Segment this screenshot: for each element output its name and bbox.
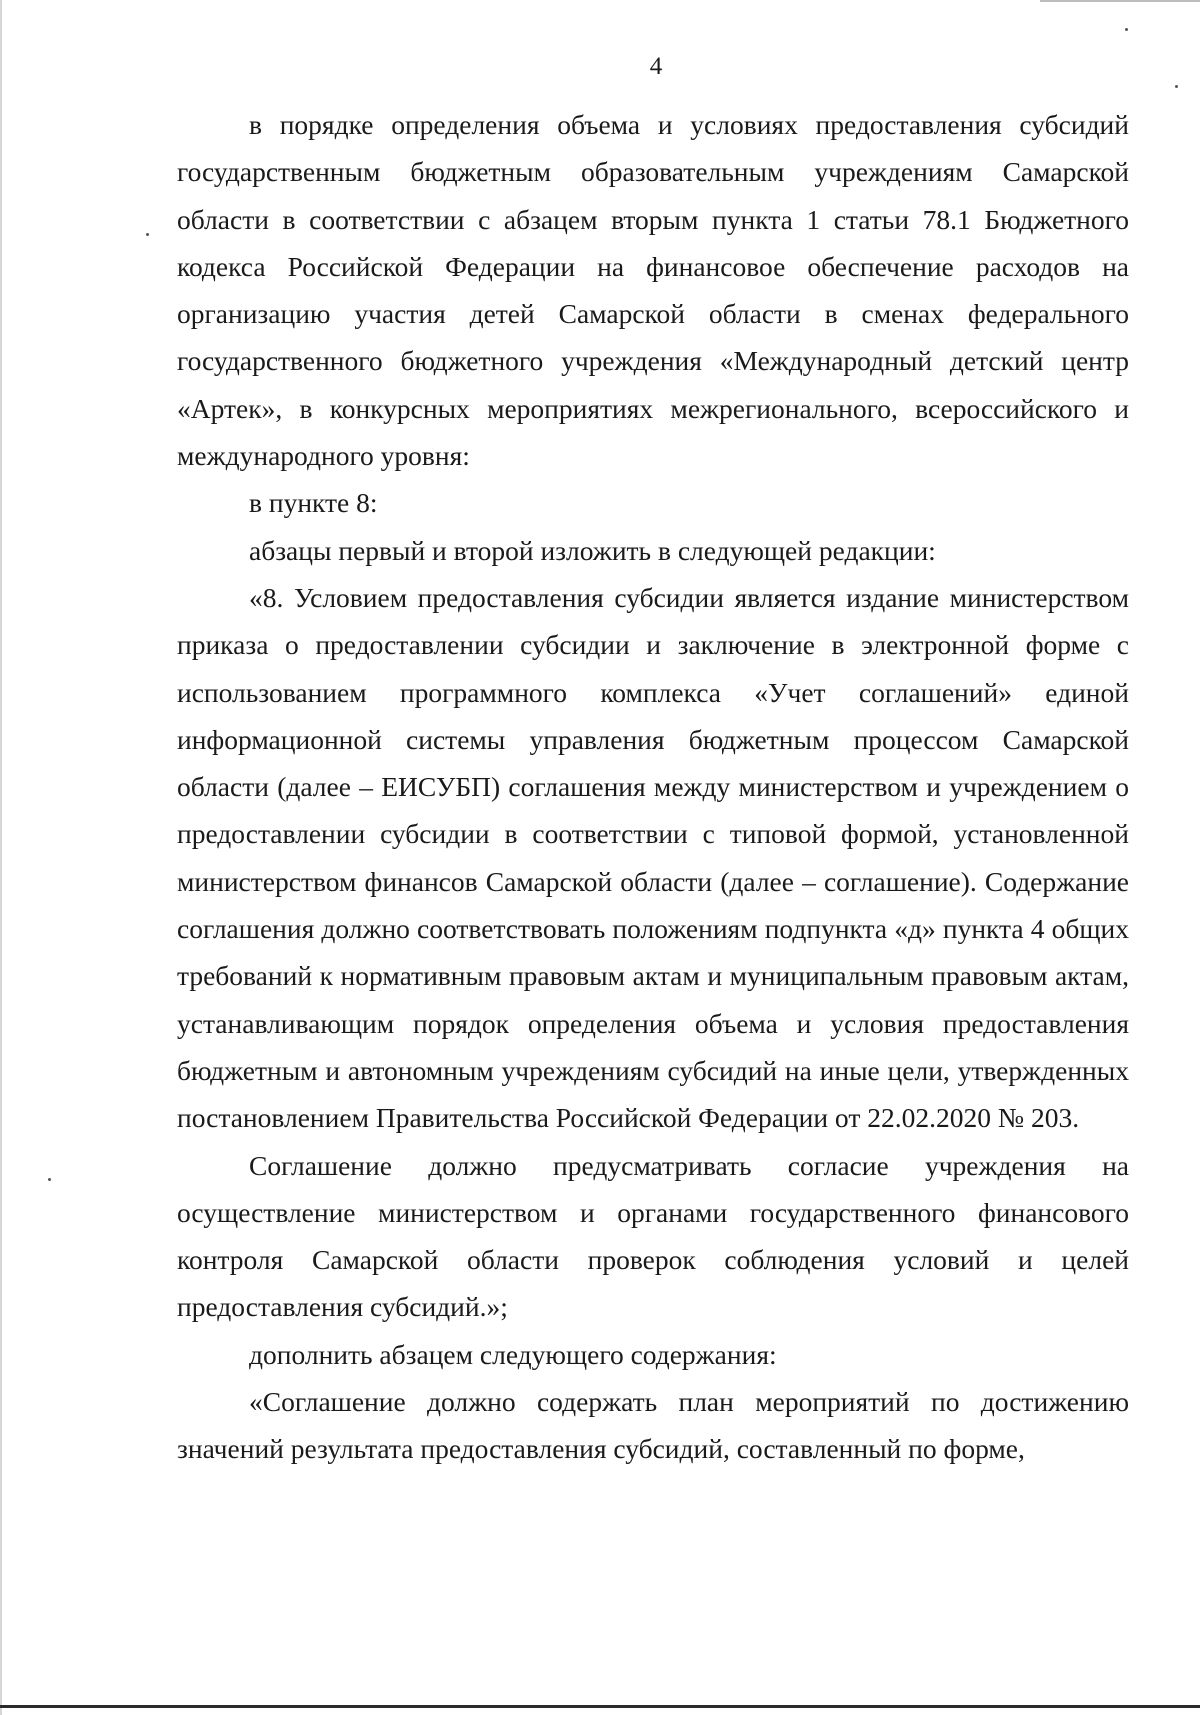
scan-speck — [1125, 28, 1128, 31]
scan-speck — [1175, 85, 1178, 88]
document-body — [177, 101, 1129, 1473]
paragraph-3: абзацы первый и второй изложить в следующей редакции: — [249, 534, 936, 566]
paragraph-6: дополнить абзацем следующего содержания: — [249, 1338, 777, 1370]
paragraph-7: «Соглашение должно содержать план мероприятий по достижению значений результата предоставления субсидий, составленный по форме, — [177, 1386, 1129, 1465]
paragraph-5: Соглашение должно предусматривать согласие учреждения на осуществление министерством и органами государственного финансового контроля Самарской области проверок соблюдения условий и целей предоставления субсидий.»; — [177, 1149, 1129, 1323]
paragraph-2: в пункте 8: — [249, 487, 378, 519]
scan-left-edge — [0, 0, 2, 1715]
scan-top-edge — [1040, 0, 1200, 2]
scan-speck — [48, 1178, 51, 1181]
page-number: 4 — [649, 53, 663, 80]
scan-bottom-edge — [0, 1705, 1200, 1708]
scan-speck — [146, 233, 149, 236]
paragraph-4: «8. Условием предоставления субсидии является издание министерством приказа о предоставлении субсидии и заключение в электронной форме с использованием программного комплекса «Учет соглашений» единой информационной системы управления бюджетным процессом Самарской области (далее – ЕИСУБП) соглашения между министерством и учреждением о предоставлении субсидии в соответствии с типовой формой, установленной министерством финансов Самарской области (далее – соглашение). Содержание соглашения должно соответствовать положениям подпункта «д» пункта 4 общих требований к нормативным правовым актам и муниципальным правовым актам, устанавливающим порядок определения объема и условия предоставления бюджетным и автономным учреждениям субсидий на иные цели, утвержденных постановлением Правительства Российской Федерации от 22.02.2020 № 203. — [177, 581, 1129, 1134]
paragraph-1: в порядке определения объема и условиях предоставления субсидий государственным бюджетным образовательным учреждениям Самарской области в соответствии с абзацем вторым пункта 1 статьи 78.1 Бюджетного кодекса Российской Федерации на финансовое обеспечение расходов на организацию участия детей Самарской области в сменах федерального государственного бюджетного учреждения «Международный детский центр «Артек», в конкурсных мероприятиях межрегионального, всероссийского и международного уровня: — [177, 109, 1129, 472]
